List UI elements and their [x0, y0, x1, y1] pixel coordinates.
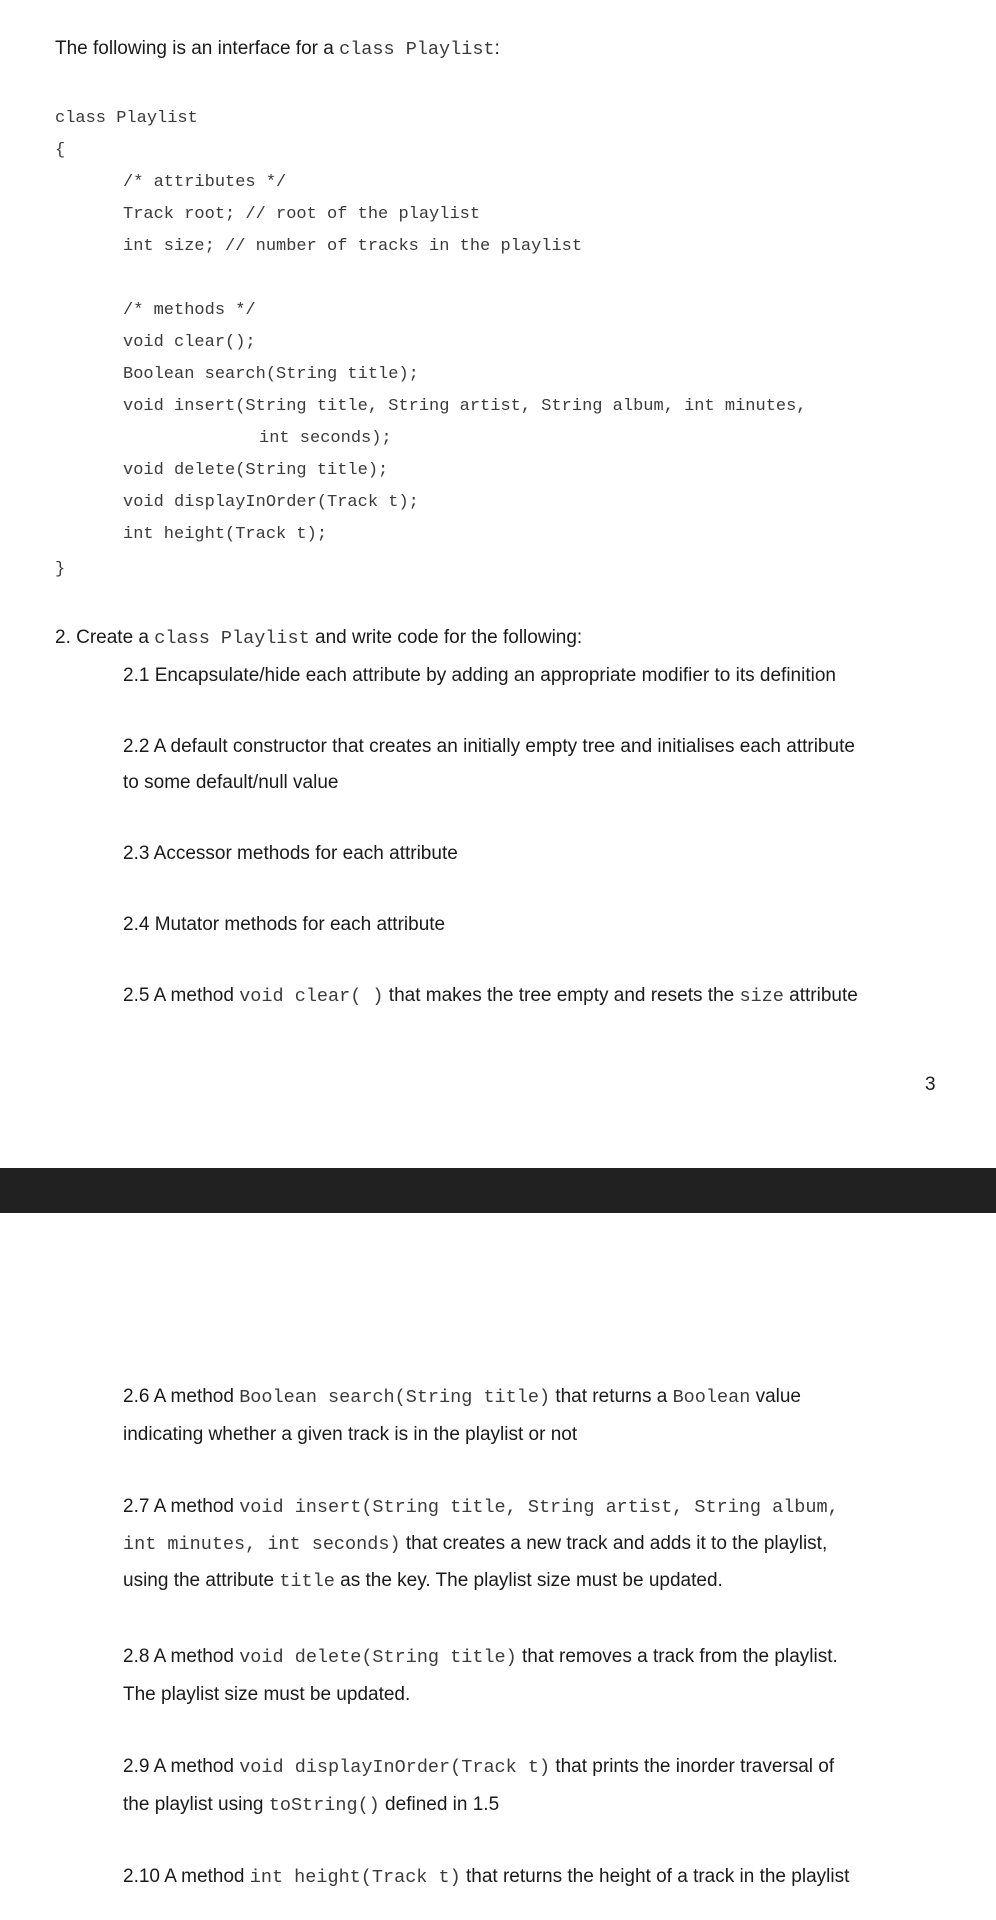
item-2-2-line2: to some default/null value — [123, 772, 339, 793]
item-2-9-line1 — [123, 1756, 834, 1778]
code-line-2: { — [55, 141, 66, 160]
i25-mid: that makes the tree empty and resets the — [383, 985, 740, 1006]
code-line-8: Boolean search(String title); — [123, 365, 419, 384]
item-2-5 — [123, 985, 858, 1007]
i29-post: that prints the inorder traversal of — [550, 1756, 835, 1777]
i27-mid: that creates a new track and adds it to the playlist, — [400, 1533, 828, 1554]
item-2-6-line1 — [123, 1386, 801, 1408]
item-2-2-line1: 2.2 A default constructor that creates an initially empty tree and initialises each attribute — [123, 736, 855, 757]
q2-pre: 2. Create a — [55, 627, 155, 648]
i210-pre: 2.10 A method — [123, 1866, 250, 1887]
i27-line3pre: using the attribute — [123, 1570, 280, 1591]
i29-code2: toString() — [268, 1795, 380, 1816]
page-divider — [0, 1168, 996, 1213]
question-2-heading — [55, 627, 582, 649]
i29-line2post: defined in 1.5 — [379, 1794, 500, 1815]
i210-post: that returns the height of a track in the playlist — [460, 1866, 850, 1887]
i29-line2pre: the playlist using — [123, 1794, 269, 1815]
code-line-12: void displayInOrder(Track t); — [123, 493, 419, 512]
item-2-8-line2: The playlist size must be updated. — [123, 1684, 411, 1705]
item-2-9-line2 — [123, 1794, 499, 1816]
intro-text: The following is an interface for a — [55, 38, 340, 59]
i26-pre: 2.6 A method — [123, 1386, 240, 1407]
i26-mid: that returns a — [550, 1386, 673, 1407]
intro-colon: : — [494, 38, 500, 59]
item-2-4: 2.4 Mutator methods for each attribute — [123, 914, 446, 935]
i210-code1: int height(Track t) — [249, 1867, 461, 1888]
i25-code2: size — [739, 986, 784, 1007]
code-line-6: /* methods */ — [123, 301, 256, 320]
i26-code2: Boolean — [672, 1387, 751, 1408]
i28-pre: 2.8 A method — [123, 1646, 240, 1667]
code-line-4: Track root; // root of the playlist — [123, 205, 481, 224]
code-line-9: void insert(String title, String artist, String album, int minutes, — [123, 397, 807, 416]
item-2-6-line2: indicating whether a given track is in the playlist or not — [123, 1424, 578, 1445]
code-line-10: int seconds); — [259, 429, 392, 448]
i27-code1: void insert(String title, String artist, String album, — [239, 1497, 839, 1518]
page-number: 3 — [925, 1074, 936, 1095]
item-2-1: 2.1 Encapsulate/hide each attribute by adding an appropriate modifier to its definition — [123, 665, 836, 686]
item-2-7-line1 — [123, 1496, 839, 1518]
q2-code: class Playlist — [154, 628, 310, 649]
code-line-13: int height(Track t); — [123, 525, 328, 544]
q2-post: and write code for the following: — [309, 627, 583, 648]
i27-code3: title — [279, 1571, 335, 1592]
item-2-10 — [123, 1866, 849, 1888]
code-line-7: void clear(); — [123, 333, 256, 352]
i25-pre: 2.5 A method — [123, 985, 240, 1006]
code-line-11: void delete(String title); — [123, 461, 389, 480]
intro-line — [55, 38, 500, 60]
i27-pre: 2.7 A method — [123, 1496, 240, 1517]
item-2-8-line1 — [123, 1646, 838, 1668]
code-line-1: class Playlist — [55, 109, 198, 128]
i26-code1: Boolean search(String title) — [239, 1387, 551, 1408]
code-line-3: /* attributes */ — [123, 173, 287, 192]
item-2-7-line2 — [123, 1533, 827, 1555]
i29-code1: void displayInOrder(Track t) — [239, 1757, 551, 1778]
i25-post: attribute — [783, 985, 858, 1006]
i28-code1: void delete(String title) — [239, 1647, 517, 1668]
i27-line3post: as the key. The playlist size must be updated. — [334, 1570, 723, 1591]
code-line-14: } — [55, 560, 66, 579]
intro-code: class Playlist — [339, 39, 495, 60]
i26-post: value — [750, 1386, 801, 1407]
item-2-7-line3 — [123, 1570, 723, 1592]
i27-code2: int minutes, int seconds) — [123, 1534, 401, 1555]
code-line-5: int size; // number of tracks in the playlist — [123, 237, 583, 256]
item-2-3: 2.3 Accessor methods for each attribute — [123, 843, 458, 864]
i25-code1: void clear( ) — [239, 986, 384, 1007]
i28-post: that removes a track from the playlist. — [516, 1646, 838, 1667]
i29-pre: 2.9 A method — [123, 1756, 240, 1777]
